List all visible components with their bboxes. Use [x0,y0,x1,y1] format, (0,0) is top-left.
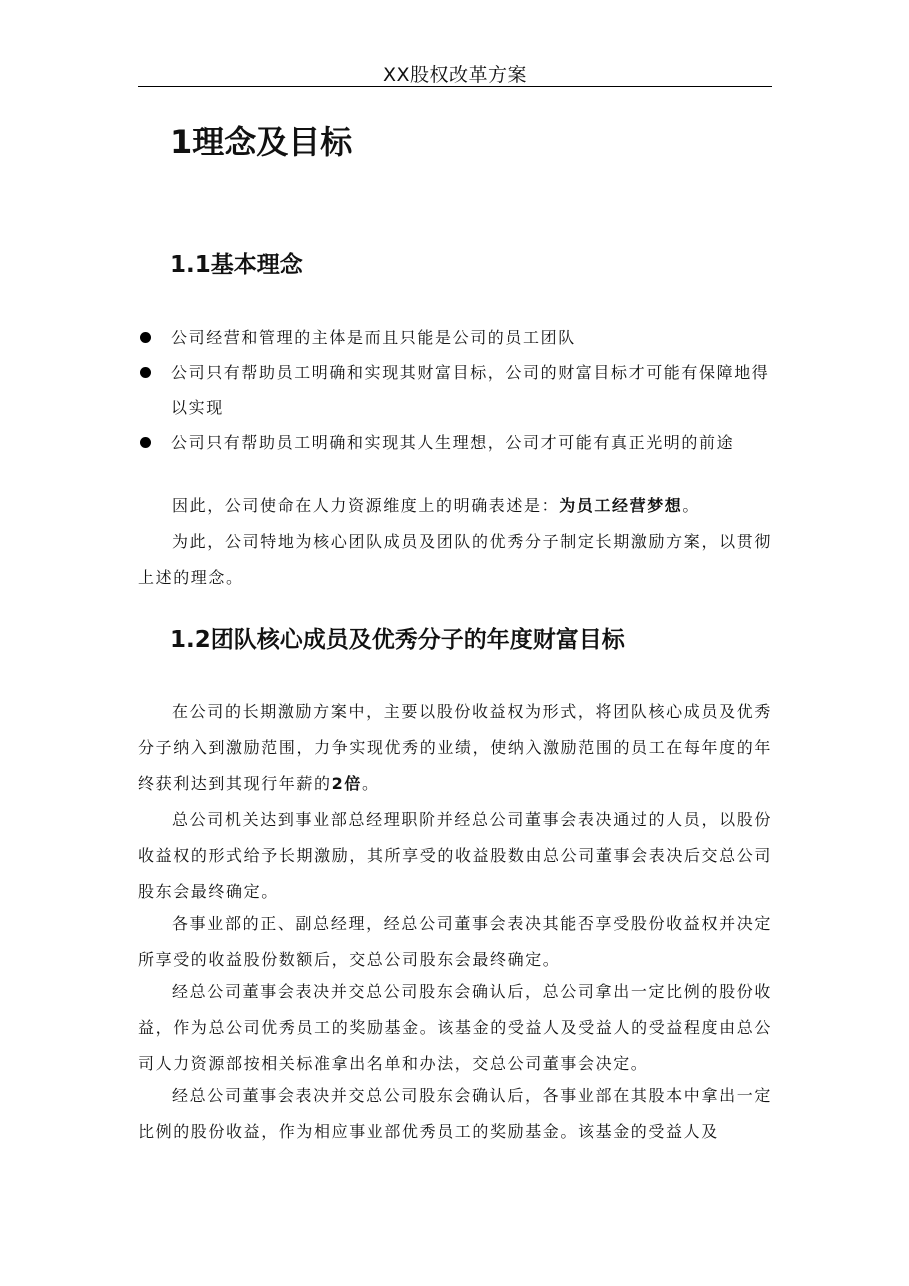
principles-list [140,320,772,460]
list-item [140,425,772,460]
bullet-icon [140,367,151,378]
incentive-text: 在公司的长期激励方案中，主要以股份收益权为形式，将团队核心成员及优秀分子纳入到激励范围，力争实现优秀的业绩，使纳入激励范围的员工在每年度的年终获利达到其现行年薪的 [138,702,772,793]
list-item-text: 公司只有帮助员工明确和实现其财富目标，公司的财富目标才可能有保障地得以实现 [171,363,770,417]
division-managers-paragraph: 各事业部的正、副总经理，经总公司董事会表决其能否享受股份收益权并决定所享受的收益股份数额后，交总公司股东会最终确定。 [138,914,772,969]
mission-slogan: 为员工经营梦想 [559,496,683,515]
list-item-text: 公司经营和管理的主体是而且只能是公司的员工团队 [171,328,576,347]
incentive-paragraph [138,694,772,802]
section-1-1-heading: 1.1基本理念 [170,252,303,278]
purpose-paragraph: 为此，公司特地为核心团队成员及团队的优秀分子制定长期激励方案，以贯彻上述的理念。 [138,532,772,587]
hq-fund-paragraph: 经总公司董事会表决并交总公司股东会确认后，总公司拿出一定比例的股份收益，作为总公司优秀员工的奖励基金。该基金的受益人及受益人的受益程度由总公司人力资源部按相关标准拿出名单和办法，交总公司董事会决定。 [138,982,772,1073]
bullet-icon [140,437,151,448]
page-header-title: XX股权改革方案 [382,64,528,86]
header-divider [138,86,772,87]
list-item [140,355,772,425]
incentive-target: 2倍 [331,774,362,793]
section-1-2-heading: 1.2团队核心成员及优秀分子的年度财富目标 [170,627,625,653]
division-fund-paragraph: 经总公司董事会表决并交总公司股东会确认后，各事业部在其股本中拿出一定比例的股份收益，作为相应事业部优秀员工的奖励基金。该基金的受益人及 [138,1086,772,1141]
section-1-heading: 1理念及目标 [170,123,353,161]
mission-text-end: 。 [682,496,701,515]
mission-paragraph [138,488,772,524]
mission-text: 因此，公司使命在人力资源维度上的明确表述是： [172,496,560,515]
list-item [140,320,772,355]
list-item-text: 公司只有帮助员工明确和实现其人生理想，公司才可能有真正光明的前途 [171,433,735,452]
bullet-icon [140,332,151,343]
hq-staff-paragraph: 总公司机关达到事业部总经理职阶并经总公司董事会表决通过的人员，以股份收益权的形式给予长期激励，其所享受的收益股数由总公司董事会表决后交总公司股东会最终确定。 [138,810,772,901]
incentive-text-end: 。 [361,774,380,793]
